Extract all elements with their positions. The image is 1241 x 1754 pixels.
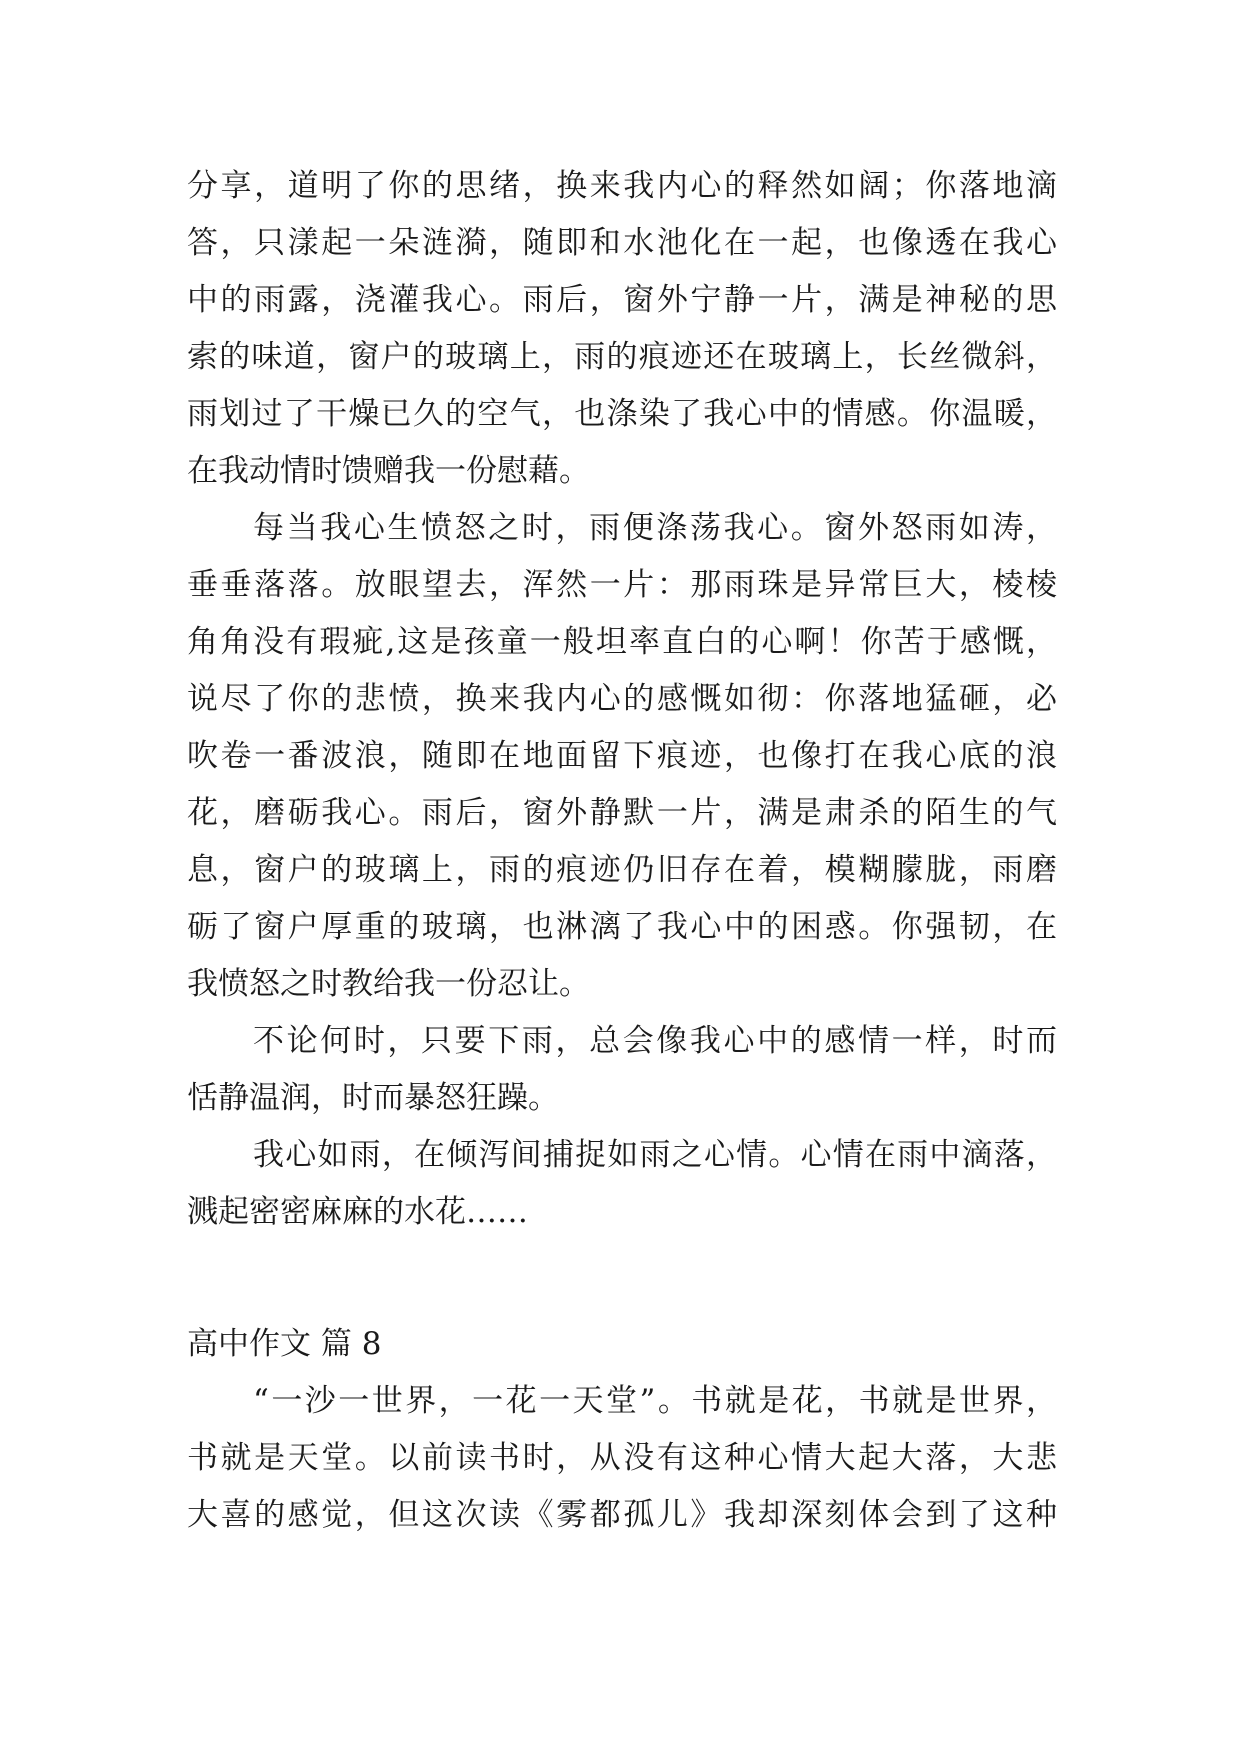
blank-line	[187, 1241, 1057, 1298]
text-line: 说尽了你的悲愤，换来我内心的感慨如彻：你落地猛砸，必	[187, 681, 1057, 717]
text-line: 吹卷一番波浪，随即在地面留下痕迹，也像打在我心底的浪	[187, 738, 1057, 774]
text-line: 息，窗户的玻璃上，雨的痕迹仍旧存在着，模糊朦胧，雨磨	[187, 852, 1057, 888]
paragraph	[187, 1373, 1057, 1544]
text-line: 垂垂落落。放眼望去，浑然一片：那雨珠是异常巨大，棱棱	[187, 567, 1057, 603]
text-line: 恬静温润，时而暴怒狂躁。	[187, 1080, 559, 1116]
text-line: 角角没有瑕疵,这是孩童一般坦率直白的心啊！你苦于感慨，	[187, 624, 1057, 660]
text-line: 我愤怒之时教给我一份忍让。	[187, 966, 590, 1002]
document-body	[187, 158, 1057, 1544]
section-title: 高中作文 篇 8	[187, 1326, 382, 1362]
paragraph	[187, 1127, 1057, 1241]
paragraph	[187, 1013, 1057, 1127]
paragraph	[187, 158, 1057, 500]
text-line: 溅起密密麻麻的水花……	[187, 1194, 528, 1230]
text-line: “一沙一世界，一花一天堂”。书就是花，书就是世界，	[253, 1383, 1057, 1419]
text-line: 索的味道，窗户的玻璃上，雨的痕迹还在玻璃上，长丝微斜，	[187, 339, 1057, 375]
text-line: 在我动情时馈赠我一份慰藉。	[187, 453, 590, 489]
text-line: 每当我心生愤怒之时，雨便涤荡我心。窗外怒雨如涛，	[253, 510, 1057, 546]
text-line: 书就是天堂。以前读书时，从没有这种心情大起大落，大悲	[187, 1440, 1057, 1476]
text-line: 砺了窗户厚重的玻璃，也淋漓了我心中的困惑。你强韧，在	[187, 909, 1057, 945]
text-line: 答，只漾起一朵涟漪，随即和水池化在一起，也像透在我心	[187, 225, 1057, 261]
paragraph	[187, 500, 1057, 1013]
text-line: 分享，道明了你的思绪，换来我内心的释然如阔；你落地滴	[187, 168, 1057, 204]
text-line: 雨划过了干燥已久的空气，也涤染了我心中的情感。你温暖，	[187, 396, 1057, 432]
text-line: 我心如雨，在倾泻间捕捉如雨之心情。心情在雨中滴落，	[253, 1137, 1057, 1173]
text-line: 不论何时，只要下雨，总会像我心中的感情一样，时而	[253, 1023, 1057, 1059]
text-line: 大喜的感觉，但这次读《雾都孤儿》我却深刻体会到了这种	[187, 1497, 1057, 1533]
text-line: 花，磨砺我心。雨后，窗外静默一片，满是肃杀的陌生的气	[187, 795, 1057, 831]
text-line: 中的雨露，浇灌我心。雨后，窗外宁静一片，满是神秘的思	[187, 282, 1057, 318]
